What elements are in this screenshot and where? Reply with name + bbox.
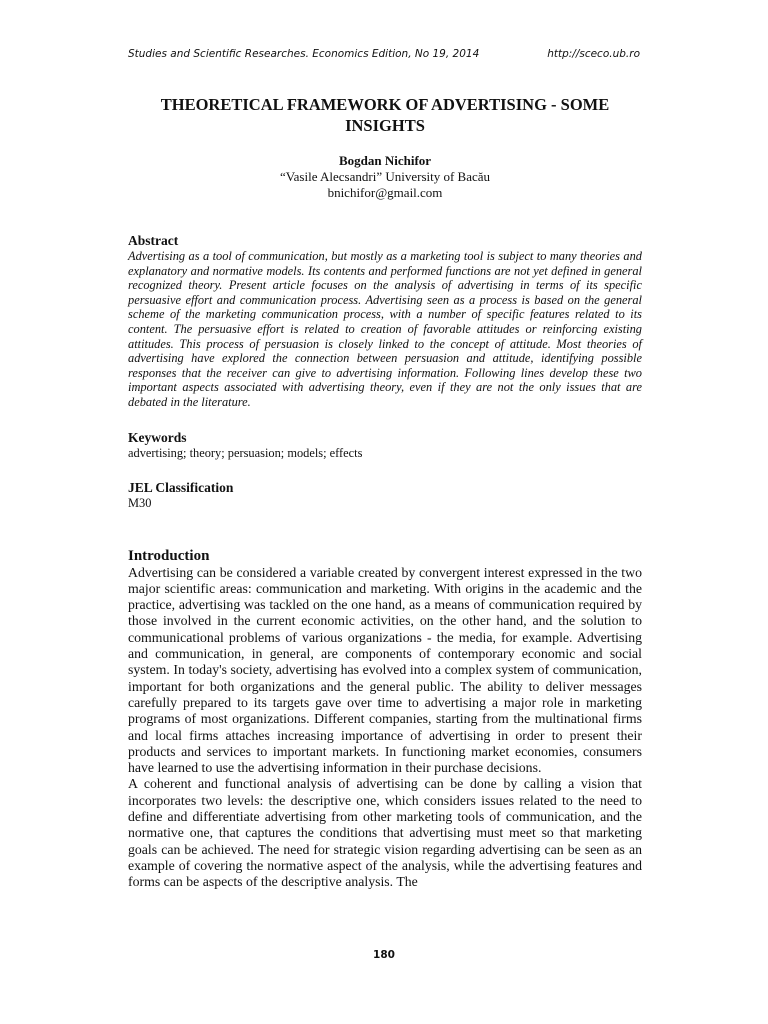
keywords-heading: Keywords [128, 429, 187, 445]
author-affiliation: “Vasile Alecsandri” University of Bacău [279, 169, 491, 184]
abstract-heading: Abstract [128, 233, 179, 248]
introduction-paragraph-2: A coherent and functional analysis of advertising can be done by calling a vision that incorporates two levels: the descriptive one, which considers issues related to the need to define and differentiate advertising from other marketing tools of communication, and the normative one, that captures the conditions that advertising must meet so that marketing goals can be achieved. The need for strategic vision regarding advertising can be seen as an example of covering the normative aspect of the analysis, while the advertising features and forms can be aspects of the descriptive analysis. The [128, 776, 642, 890]
journal-website-link[interactable]: http://sceco.ub.ro [547, 48, 640, 60]
jel-heading: JEL Classification [128, 479, 234, 495]
paper-title: THEORETICAL FRAMEWORK OF ADVERTISING - SOME INSIGHTS [160, 95, 610, 135]
page-content [128, 94, 642, 890]
jel-code: M30 [128, 495, 152, 510]
journal-name: Studies and Scientific Researches. Economics Edition, No 19, 2014 [128, 48, 480, 60]
author-email: bnichifor@gmail.com [327, 185, 443, 200]
author-block [128, 153, 642, 201]
introduction-heading: Introduction [128, 547, 210, 564]
keywords-text: advertising; theory; persuasion; models; effects [128, 445, 363, 460]
abstract-text: Advertising as a tool of communication, but mostly as a marketing tool is subject to many theories and explanatory and normative models. Its contents and performed functions are not yet defined in general recognized theory. Present article focuses on the analysis of advertising in terms of its specific persuasive effort and communication process. Advertising seen as a process is based on the general scheme of the marketing communication process, with a number of specific features related to its content. The persuasive effort is related to creation of favorable attitudes or reinforcing existing attitudes. This process of persuasion is closely linked to the concept of attitude. Most theories of advertising have explored the connection between persuasion and attitude, identifying possible responses that the receiver can give to advertising information. Following lines develop these two important aspects associated with advertising theory, even if they are not the only issues that are debated in the literature. [128, 249, 642, 409]
page-number: 180 [373, 949, 395, 961]
introduction-paragraph-1: Advertising can be considered a variable created by convergent interest expressed in the two major scientific areas: communication and marketing. With origins in the academic and the practice, advertising was tackled on the one hand, as a means of communication required by those involved in the current economic activities, on the other hand, and the solution to communicational problems of various organizations - the media, for example. Advertising and communication, in general, are components of contemporary economic and social system. In today's society, advertising has evolved into a complex system of communication, important for both organizations and the general public. The ability to deliver messages carefully prepared to its targets gave over time to advertising a major role in marketing programs of most organizations. Different companies, starting from the multinational firms and local firms attaches increasing importance of advertising in order to present their products and services to important markets. In functioning market economies, consumers have learned to use the advertising information in their purchase decisions. [128, 564, 642, 776]
running-header [128, 48, 640, 64]
author-name: Bogdan Nichifor [338, 153, 432, 168]
